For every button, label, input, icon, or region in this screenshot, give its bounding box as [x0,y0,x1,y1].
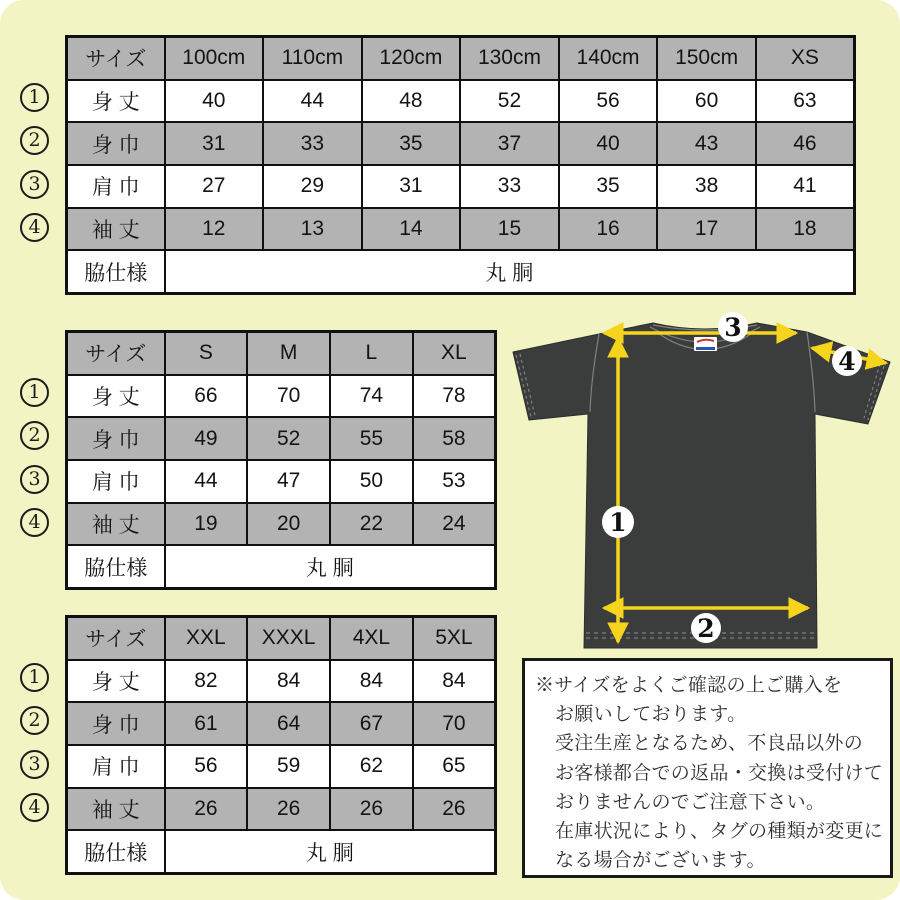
spec-value-cell: 丸 胴 [165,250,855,293]
measurement-value-cell: 47 [247,460,330,503]
spec-value-cell: 丸 胴 [165,830,496,873]
measurement-value-cell: 15 [460,208,559,251]
size-table [65,35,856,295]
table-header-row [67,617,496,660]
measurement-label-cell: 身 巾 [67,122,165,165]
measurement-value-cell: 26 [247,788,330,831]
circled-row-marker-1: 1 [20,663,49,692]
circled-row-marker-3: 3 [20,750,49,779]
callout-circle-3 [718,312,748,342]
measurement-value-cell: 37 [460,122,559,165]
size-column-header: XXXL [247,617,330,660]
measurement-value-cell: 59 [247,745,330,788]
measurement-row [67,122,855,165]
callout-circle-4 [832,346,862,376]
measurement-value-cell: 14 [362,208,461,251]
circled-row-marker-4: 4 [20,508,49,537]
svg-text:4: 4 [838,347,856,376]
measurement-value-cell: 82 [165,660,248,703]
measurement-value-cell: 84 [330,660,413,703]
size-column-header: XS [756,37,855,80]
measurement-value-cell: 84 [247,660,330,703]
measurement-value-cell: 61 [165,702,248,745]
measurement-label-cell: 身 巾 [67,702,165,745]
measurement-row [67,165,855,208]
size-table-kids-to-xs [65,35,856,295]
measurement-label-cell: 肩 巾 [67,745,165,788]
measurement-row [67,417,496,460]
size-table [65,615,497,875]
notice-line: お願いしております。 [555,704,747,726]
measurement-value-cell: 44 [165,460,248,503]
circled-row-marker-2: 2 [20,706,49,735]
measurement-value-cell: 26 [165,788,248,831]
spec-label-cell: 脇仕様 [67,250,165,293]
measurement-label-cell: 身 丈 [67,80,165,123]
measurement-row [67,660,496,703]
measurement-value-cell: 41 [756,165,855,208]
measurement-value-cell: 46 [756,122,855,165]
size-column-header: XXL [165,617,248,660]
measurement-value-cell: 67 [330,702,413,745]
tshirt-diagram [500,300,900,665]
measurement-row [67,702,496,745]
measurement-value-cell: 20 [247,503,330,546]
measurement-row [67,208,855,251]
size-column-header: 130cm [460,37,559,80]
measurement-value-cell: 56 [559,80,658,123]
circled-row-marker-1: 1 [20,378,49,407]
measurement-value-cell: 62 [330,745,413,788]
size-column-header: 100cm [165,37,264,80]
circled-row-marker-2: 2 [20,421,49,450]
measurement-value-cell: 74 [330,375,413,418]
size-column-header: XL [413,332,496,375]
measurement-value-cell: 33 [460,165,559,208]
measurement-value-cell: 31 [165,122,264,165]
measurement-row [67,788,496,831]
measurement-value-cell: 43 [657,122,756,165]
measurement-value-cell: 22 [330,503,413,546]
measurement-label-cell: 肩 巾 [67,165,165,208]
measurement-value-cell: 78 [413,375,496,418]
size-label-header: サイズ [67,37,165,80]
measurement-value-cell: 13 [263,208,362,251]
measurement-value-cell: 56 [165,745,248,788]
measurement-row [67,375,496,418]
measurement-label-cell: 袖 丈 [67,503,165,546]
measurement-value-cell: 31 [362,165,461,208]
measurement-value-cell: 70 [247,375,330,418]
circled-row-marker-2: 2 [20,126,49,155]
measurement-value-cell: 52 [247,417,330,460]
spec-label-cell: 脇仕様 [67,545,165,588]
svg-text:2: 2 [697,614,715,643]
callout-circle-2 [691,613,721,643]
measurement-value-cell: 24 [413,503,496,546]
measurement-value-cell: 52 [460,80,559,123]
measurement-value-cell: 17 [657,208,756,251]
callout-circle-1 [602,506,634,538]
size-column-header: 120cm [362,37,461,80]
measurement-label-cell: 身 巾 [67,417,165,460]
measurement-row [67,80,855,123]
brand-tag [694,337,717,351]
size-table-s-to-xl [65,330,497,590]
measurement-value-cell: 49 [165,417,248,460]
table-header-row [67,37,855,80]
measurement-value-cell: 40 [165,80,264,123]
notice-line: 受注生産となるため、不良品以外の [555,733,864,755]
measurement-value-cell: 38 [657,165,756,208]
measurement-value-cell: 50 [330,460,413,503]
size-column-header: S [165,332,248,375]
measurement-value-cell: 18 [756,208,855,251]
svg-text:3: 3 [724,313,742,342]
measurement-value-cell: 35 [559,165,658,208]
measurement-value-cell: 29 [263,165,362,208]
measurement-value-cell: 84 [413,660,496,703]
circled-row-marker-3: 3 [20,170,49,199]
measurement-value-cell: 53 [413,460,496,503]
spec-row [67,250,855,293]
size-column-header: L [330,332,413,375]
size-column-header: M [247,332,330,375]
measurement-value-cell: 40 [559,122,658,165]
circled-row-marker-1: 1 [20,83,49,112]
measurement-label-cell: 肩 巾 [67,460,165,503]
size-column-header: 5XL [413,617,496,660]
size-table [65,330,497,590]
size-label-header: サイズ [67,617,165,660]
spec-row [67,545,496,588]
measurement-label-cell: 身 丈 [67,375,165,418]
measurement-value-cell: 65 [413,745,496,788]
measurement-label-cell: 袖 丈 [67,208,165,251]
spec-label-cell: 脇仕様 [67,830,165,873]
size-column-header: 150cm [657,37,756,80]
measurement-value-cell: 26 [330,788,413,831]
measurement-label-cell: 身 丈 [67,660,165,703]
size-column-header: 110cm [263,37,362,80]
measurement-row [67,745,496,788]
notice-line: 在庫状況により、タグの種類が変更に [555,821,884,843]
measurement-label-cell: 袖 丈 [67,788,165,831]
measurement-value-cell: 33 [263,122,362,165]
measurement-value-cell: 66 [165,375,248,418]
measurement-value-cell: 12 [165,208,264,251]
notice-line: おりませんのでご注意下さい。 [555,791,826,813]
circled-row-marker-4: 4 [20,213,49,242]
measurement-value-cell: 60 [657,80,756,123]
measurement-value-cell: 44 [263,80,362,123]
measurement-value-cell: 26 [413,788,496,831]
notice-line: なる場合がございます。 [555,850,766,872]
measurement-value-cell: 70 [413,702,496,745]
size-table-xxl-to-5xl [65,615,497,875]
svg-text:1: 1 [609,508,627,537]
size-column-header: 140cm [559,37,658,80]
measurement-value-cell: 16 [559,208,658,251]
circled-row-marker-4: 4 [20,793,49,822]
table-header-row [67,332,496,375]
tshirt-body [513,323,890,648]
spec-value-cell: 丸 胴 [165,545,496,588]
measurement-value-cell: 64 [247,702,330,745]
measurement-value-cell: 63 [756,80,855,123]
circled-row-marker-3: 3 [20,465,49,494]
measurement-value-cell: 48 [362,80,461,123]
measurement-row [67,503,496,546]
measurement-value-cell: 27 [165,165,264,208]
notice-box [522,658,893,878]
measurement-value-cell: 19 [165,503,248,546]
measurement-value-cell: 55 [330,417,413,460]
size-column-header: 4XL [330,617,413,660]
spec-row [67,830,496,873]
measurement-value-cell: 35 [362,122,461,165]
notice-line: お客様都合での返品・交換は受付けて [555,762,884,784]
measurement-value-cell: 58 [413,417,496,460]
notice-line: ※サイズをよくご確認の上ご購入を [535,675,843,696]
measurement-row [67,460,496,503]
size-label-header: サイズ [67,332,165,375]
